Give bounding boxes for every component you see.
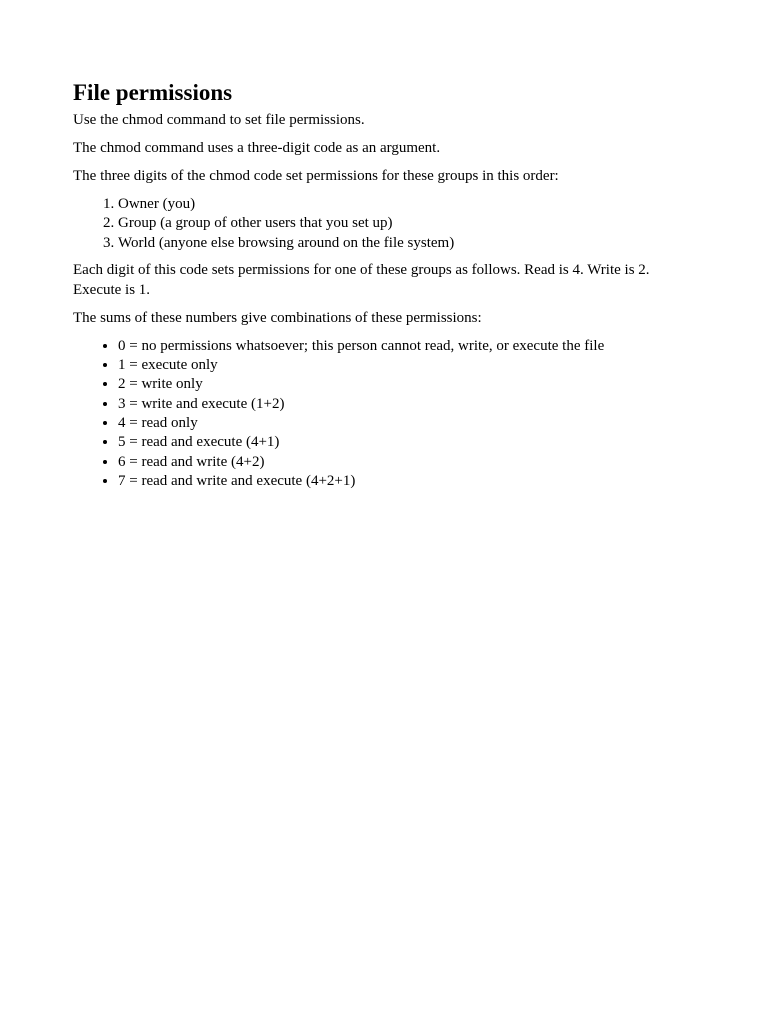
combination-item-2: • 2 = write only xyxy=(118,375,695,394)
combination-item-1: • 1 = execute only xyxy=(118,356,695,375)
groups-list-item-group: 2. Group (a group of other users that you set up) xyxy=(118,214,695,233)
combinations-list xyxy=(73,337,695,491)
groups-list-item-owner: 1. Owner (you) xyxy=(118,195,695,214)
page-title: File permissions xyxy=(73,80,233,105)
sums-paragraph: The sums of these numbers give combinations of these permissions: xyxy=(73,309,482,326)
argument-paragraph: The chmod command uses a three-digit code as an argument. xyxy=(73,140,441,156)
combination-item-5: • 5 = read and execute (4+1) xyxy=(118,433,695,452)
groups-list-item-world: 3. World (anyone else browsing around on the file system) xyxy=(118,234,695,253)
groups-list xyxy=(73,195,695,253)
combination-item-0: • 0 = no permissions whatsoever; this person cannot read, write, or execute the file xyxy=(118,337,695,356)
combination-item-6: • 6 = read and write (4+2) xyxy=(118,453,695,472)
combination-item-7: • 7 = read and write and execute (4+2+1) xyxy=(118,472,695,491)
intro-paragraph: Use the chmod command to set file permissions. xyxy=(73,112,365,128)
order-paragraph: The three digits of the chmod code set permissions for these groups in this order: xyxy=(73,168,559,184)
combination-item-3: • 3 = write and execute (1+2) xyxy=(118,395,695,414)
combination-item-4: • 4 = read only xyxy=(118,414,695,433)
digits-paragraph: Each digit of this code sets permissions for one of these groups as follows. Read is 4. Write is 2. Execute is 1. xyxy=(73,262,650,298)
